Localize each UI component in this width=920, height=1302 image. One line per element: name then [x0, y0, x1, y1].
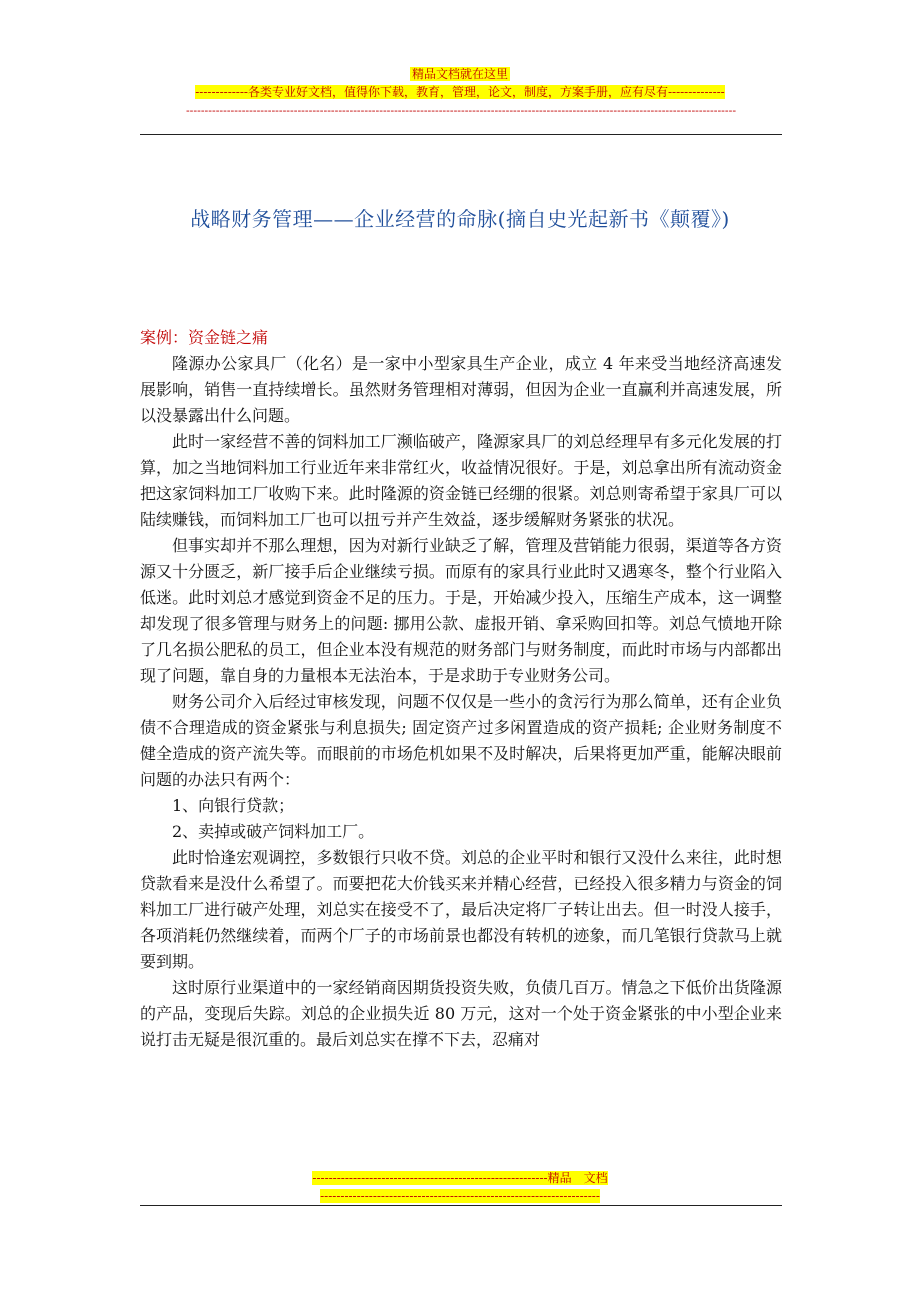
header-rule [140, 134, 782, 135]
footer-dash-text: --------------------------------------------------------------------- [320, 1189, 600, 1203]
paragraph: 此时恰逢宏观调控，多数银行只收不贷。刘总的企业平时和银行又没什么来往，此时想贷款看来是没什么希望了。而要把花大价钱买来并精心经营，已经投入很多精力与资金的饲料加工厂进行破产处理，刘总实在接受不了，最后决定将厂子转让出去。但一时没人接手，各项消耗仍然继续着，而两个厂子的市场前景也都没有转机的迹象，而几笔银行贷款马上就要到期。 [140, 848, 782, 971]
paragraph: 此时一家经营不善的饲料加工厂濒临破产，隆源家具厂的刘总经理早有多元化发展的打算，加之当地饲料加工行业近年来非常红火，收益情况很好。于是，刘总拿出所有流动资金把这家饲料加工厂收购下来。此时隆源的资金链已经绷的很紧。刘总则寄希望于家具厂可以陆续赚钱，而饲料加工厂也可以扭亏并产生效益，逐步缓解财务紧张的状况。 [140, 432, 782, 529]
footer-label-text: ----------------------------------------------------------精品 文档 [312, 1171, 608, 1185]
case-label: 案例：资金链之痛 [140, 328, 269, 347]
paragraph: 这时原行业渠道中的一家经销商因期货投资失败，负债几百万。情急之下低价出货隆源的产品，变现后失踪。刘总的企业损失近 80 万元，这对一个处于资金紧张的中小型企业来说打击无疑是很沉重的。最后刘总实在撑不下去，忍痛对 [140, 978, 782, 1049]
document-body [140, 325, 782, 1053]
header-title-text: 精品文档就在这里 [411, 67, 508, 81]
list-item: 2、卖掉或破产饲料加工厂。 [172, 822, 375, 841]
footer-rule [140, 1205, 782, 1206]
paragraph: 财务公司介入后经过审核发现，问题不仅仅是一些小的贪污行为那么简单，还有企业负债不合理造成的资金紧张与利息损失; 固定资产过多闲置造成的资产损耗; 企业财务制度不健全造成的资产流失等。而眼前的市场危机如果不及时解决，后果将更加严重，能解决眼前问题的办法只有两个： [140, 692, 782, 789]
footer-label [0, 1170, 920, 1186]
header-tagline [0, 84, 920, 100]
paragraph: 但事实却并不那么理想，因为对新行业缺乏了解，管理及营销能力很弱，渠道等各方资源又十分匮乏，新厂接手后企业继续亏损。而原有的家具行业此时又遇寒冬，整个行业陷入低迷。此时刘总才感觉到资金不足的压力。于是，开始减少投入，压缩生产成本，这一调整却发现了很多管理与财务上的问题: 挪用公款、虚报开销、拿采购回扣等。刘总气愤地开除了几名损公肥私的员工，但企业本没有规范的财务部门与财务制度，而此时市场与内部都出现了问题，靠自身的力量根本无法治本，于是求助于专业财务公司。 [140, 536, 782, 685]
document-title: 战略财务管理——企业经营的命脉(摘自史光起新书《颠覆》) [190, 207, 730, 231]
header-title [0, 66, 920, 82]
list-item: 1、向银行贷款； [172, 796, 295, 815]
footer-dash-line [0, 1188, 920, 1204]
header-tagline-text: -------------各类专业好文档，值得你下载，教育，管理，论文，制度，方案手册，应有尽有-------------- [195, 85, 725, 99]
header-dash-line: ---------------------------------------------------------------------------------------------------------------------------------------------------- [185, 104, 737, 117]
paragraph: 隆源办公家具厂（化名）是一家中小型家具生产企业，成立 4 年来受当地经济高速发展影响，销售一直持续增长。虽然财务管理相对薄弱，但因为企业一直赢利并高速发展，所以没暴露出什么问题。 [140, 354, 782, 425]
